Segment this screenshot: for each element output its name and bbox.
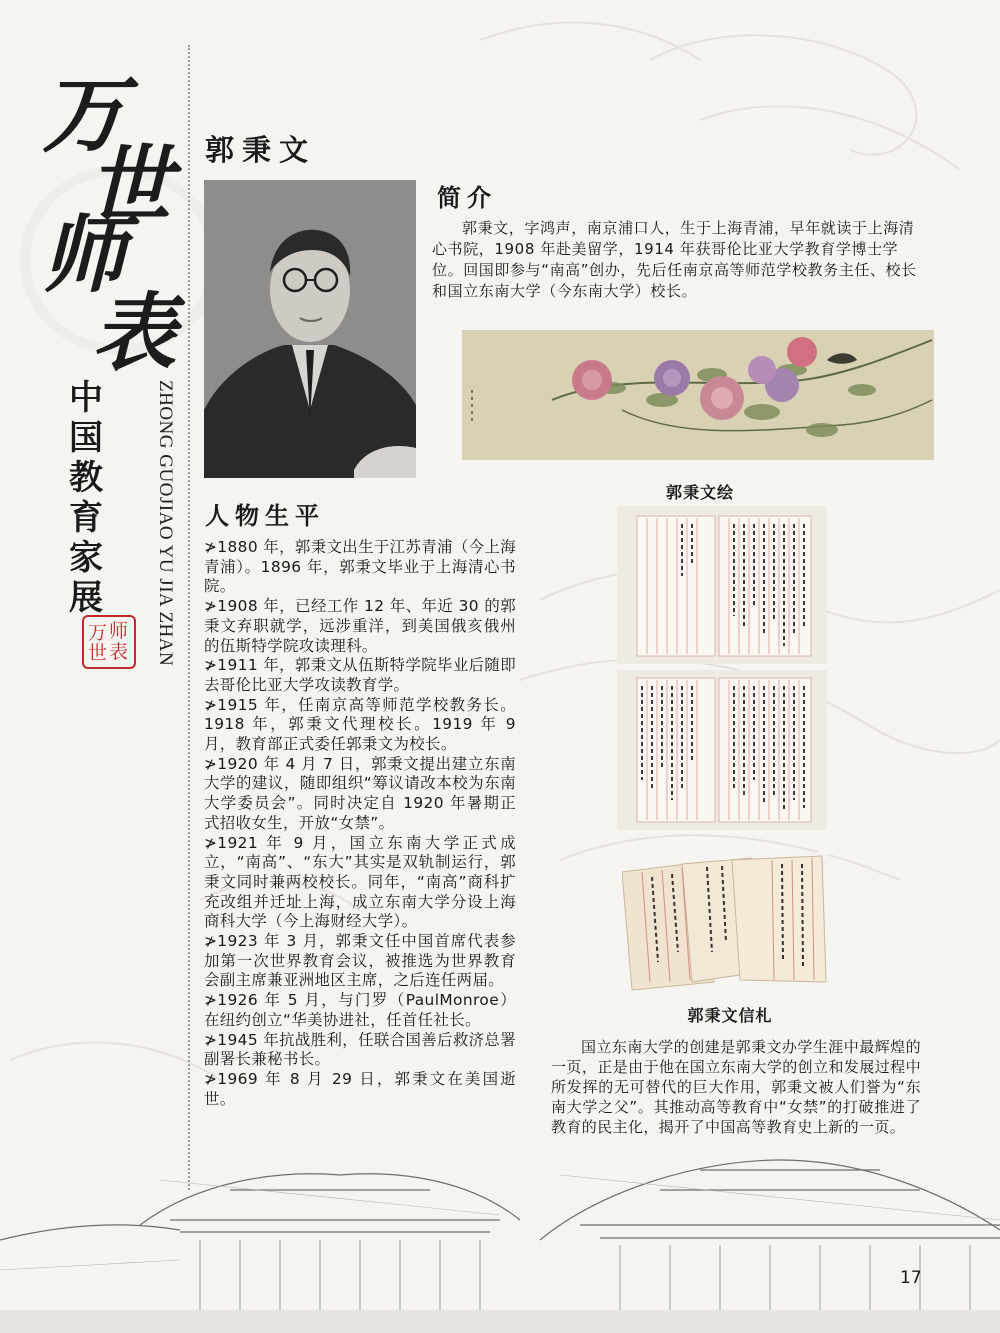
painting-illustration: [462, 330, 934, 460]
summary-paragraph: 国立东南大学的创建是郭秉文办学生涯中最辉煌的一页，正是由于他在国立东南大学的创立和发展过程中所发挥的无可替代的巨大作用，郭秉文被人们誉为“东南大学之父”。其推动高等教育中“女禁”的打破推进了教育的民主化，揭开了中国高等教育史上新的一页。: [551, 1038, 921, 1136]
vertical-title-char: 展: [69, 578, 103, 618]
life-heading: 人物生平: [205, 501, 325, 530]
vertical-title-char: 育: [69, 498, 103, 538]
vertical-title-char: 教: [69, 458, 103, 498]
timeline-item: ≯1969 年 8 月 29 日，郭秉文在美国逝世。: [204, 1069, 516, 1108]
timeline-item: ≯1920 年 4 月 7 日，郭秉文提出建立东南大学的建议，随即组织“筹议请改本校为东南大学委员会”。同时决定自 1920 年暑期正式招收女生，开放“女禁”。: [204, 754, 516, 832]
exhibit-vertical-english: ZHONG GUOJIAO YU JIA ZHAN: [155, 380, 176, 667]
letters-caption: 郭秉文信札: [687, 1006, 773, 1025]
intro-heading: 简介: [437, 183, 497, 212]
letter-manuscript-1: [617, 506, 827, 664]
title-calligraphy-char-3: 师: [42, 205, 127, 304]
vertical-title-char: 中: [69, 378, 103, 418]
palace-architecture-illustration: [0, 1120, 1000, 1333]
intro-paragraph: 郭秉文，字鸿声，南京浦口人，生于上海青浦，早年就读于上海清心书院，1908 年赴美留学，1914 年获哥伦比亚大学教育学博士学位。回国即参与“南高”创办，先后任南京高等师范学校教务主任、校长和国立东南大学（今东南大学）校长。: [432, 219, 917, 300]
timeline-item: ≯1880 年，郭秉文出生于江苏青浦（今上海青浦）。1896 年，郭秉文毕业于上海清心书院。: [204, 538, 517, 596]
letter-pile-photo: [622, 852, 828, 992]
timeline-item: ≯1945 年抗战胜利，任联合国善后救济总署副署长兼秘书长。: [204, 1030, 517, 1069]
seal-char: 世: [88, 642, 108, 664]
title-calligraphy-char-1: 万: [42, 65, 127, 164]
timeline-item: ≯1926 年 5 月，与门罗（PaulMonroe）在纽约创立“华美协进社，任首任社长。: [204, 991, 516, 1029]
portrait-photo: [204, 180, 416, 478]
timeline-item: ≯1908 年，已经工作 12 年、年近 30 的郭秉文弃职就学，远涉重洋，到美国俄亥俄州的伍斯特学院攻读理科。: [204, 597, 516, 655]
letter-pile-illustration: [622, 852, 828, 992]
dotted-divider: [188, 45, 190, 1190]
timeline-item: ≯1921 年 9 月，国立东南大学正式成立，“南高”、“东大”其实是双轨制运行，郭秉文同时兼两校校长。同年，“南高”商科扩充改组并迁址上海，成立东南大学分设上海商科大学（今上海财经大学）。: [204, 833, 516, 931]
painting-caption: 郭秉文绘: [665, 483, 734, 502]
seal-char: 表: [109, 641, 129, 663]
timeline-item: ≯1915 年，任南京高等师范学校教务长。1918 年，郭秉文代理校长。1919 年 9 月，教育部正式委任郭秉文为校长。: [204, 695, 516, 754]
title-calligraphy-char-2: 世: [88, 135, 173, 234]
person-name-heading: 郭秉文: [205, 133, 317, 167]
timeline-item: ≯1923 年 3 月，郭秉文任中国首席代表参加第一次世界教育会议，被推选为世界教育会副主席兼亚洲地区主席，之后连任两届。: [204, 932, 516, 990]
letter-illustration: [617, 670, 827, 830]
seal-char: 师: [109, 620, 129, 642]
seal-char: 万: [88, 622, 108, 644]
timeline-item: ≯1911 年，郭秉文从伍斯特学院毕业后随即去哥伦比亚大学攻读教育学。: [204, 656, 517, 694]
title-calligraphy-char-4: 表: [92, 283, 177, 382]
life-timeline: [204, 538, 516, 1109]
seal-stamp: [82, 615, 136, 669]
portrait-illustration: [204, 180, 416, 478]
letter-manuscript-2: [617, 670, 827, 830]
flower-bird-painting: [462, 330, 934, 460]
vertical-title-char: 国: [69, 418, 103, 458]
exhibit-vertical-title: [66, 378, 106, 618]
letter-illustration: [617, 506, 827, 664]
page-number: 17: [900, 1268, 922, 1288]
vertical-title-char: 家: [69, 538, 103, 578]
